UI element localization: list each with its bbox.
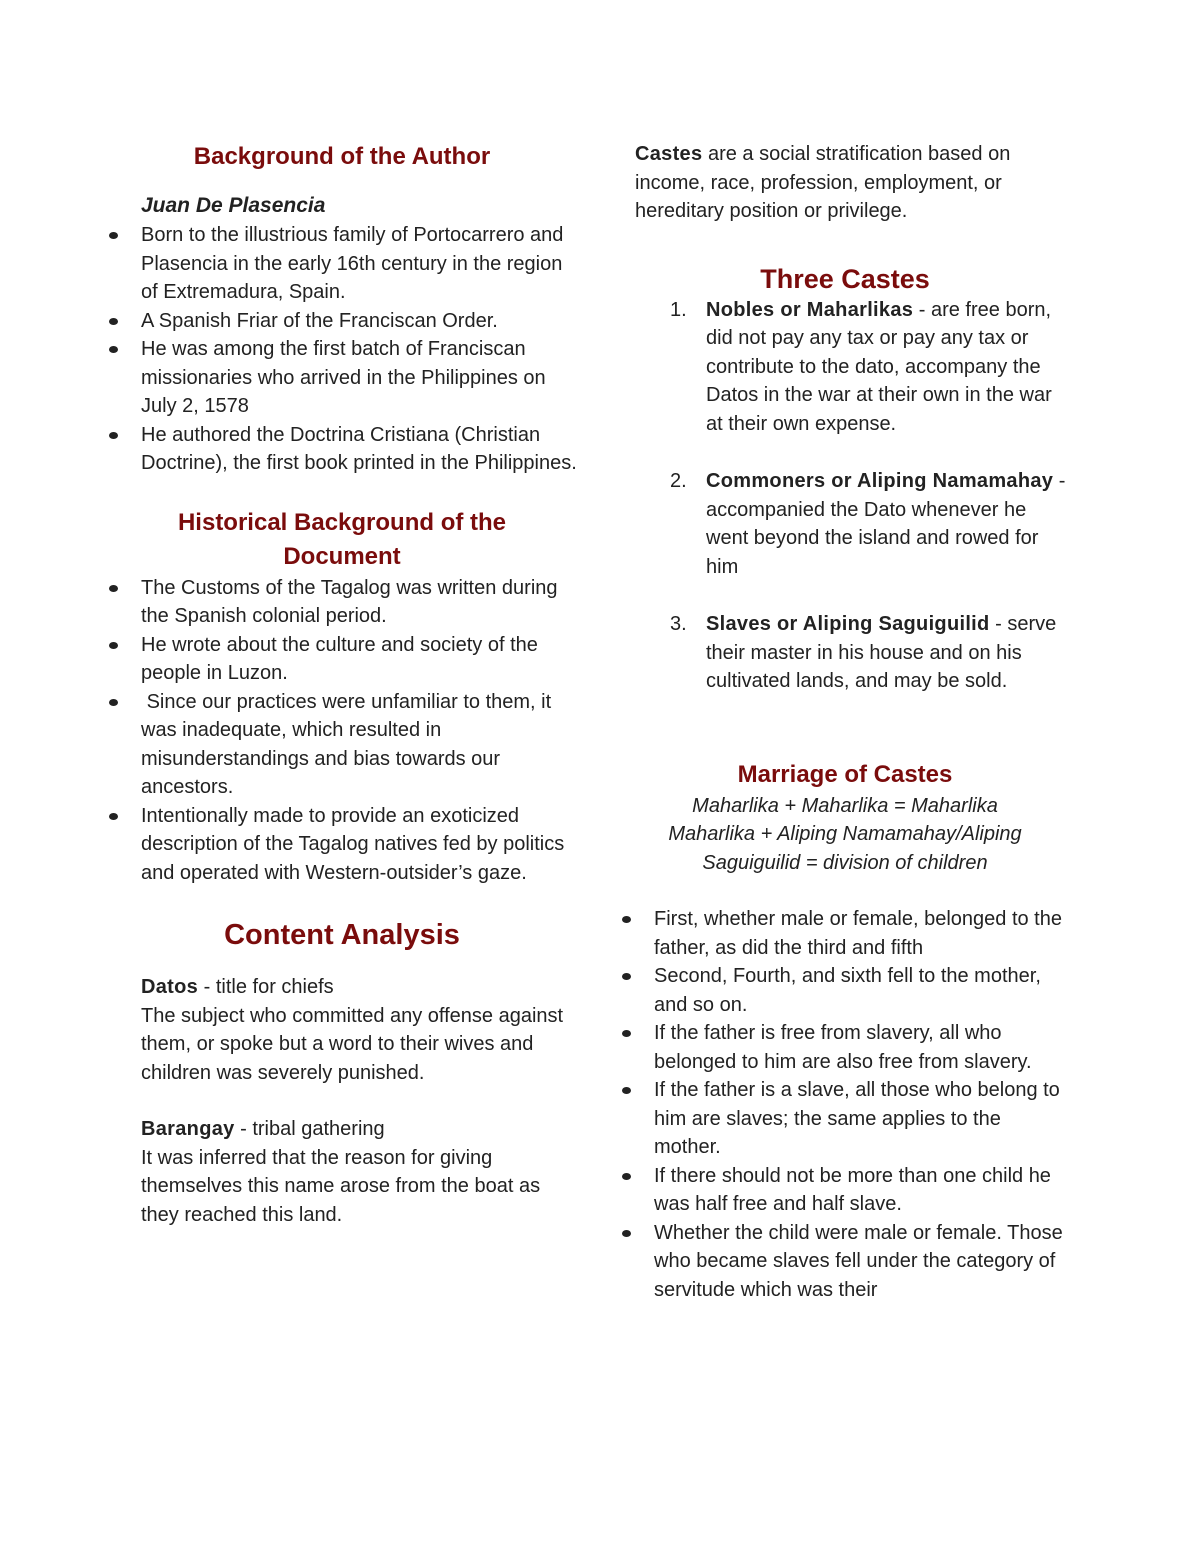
marriage-formula-2: Maharlika + Aliping Namamahay/Aliping Saguiguilid = division of children	[668, 823, 1022, 874]
barangay-def: - tribal gathering	[234, 1118, 385, 1140]
list-item: If the father is a slave, all those who belong to him are slaves; the same applies to the mother.	[620, 1076, 1070, 1162]
list-item: The Customs of the Tagalog was written during the Spanish colonial period.	[107, 574, 577, 631]
list-item: Since our practices were unfamiliar to them, it was inadequate, which resulted in misunderstandings and bias towards our ancestors.	[107, 688, 577, 802]
datos-def: - title for chiefs	[198, 976, 334, 998]
list-item: First, whether male or female, belonged to the father, as did the third and fifth	[620, 905, 1070, 962]
right-column	[620, 140, 1070, 1304]
author-bullet-list	[107, 221, 577, 478]
content-analysis-heading: Content Analysis	[224, 919, 460, 951]
list-item	[620, 296, 1070, 439]
barangay-term: Barangay	[141, 1118, 235, 1140]
left-column	[107, 140, 577, 1229]
caste-text: - serve their master in his house and on his cultivated lands, and may be sold.	[706, 613, 1057, 692]
list-item: Second, Fourth, and sixth fell to the mother, and so on.	[620, 962, 1070, 1019]
datos-definition	[107, 973, 577, 1002]
list-item: Whether the child were male or female. Those who became slaves fell under the category of servitude which was their	[620, 1219, 1070, 1305]
list-item: A Spanish Friar of the Franciscan Order.	[107, 307, 577, 336]
caste-text: - are free born, did not pay any tax or pay any tax or contribute to the dato, accompany the Datos in the war at their own in the war at their own expense.	[706, 298, 1052, 435]
list-item	[620, 610, 1070, 696]
marriage-formula-1: Maharlika + Maharlika = Maharlika	[692, 794, 998, 817]
three-castes-heading: Three Castes	[760, 263, 930, 294]
datos-term: Datos	[141, 976, 199, 998]
author-name: Juan De Plasencia	[141, 194, 326, 217]
barangay-definition	[107, 1115, 577, 1144]
list-item: If the father is free from slavery, all who belonged to him are also free from slavery.	[620, 1019, 1070, 1076]
datos-text: The subject who committed any offense against them, or spoke but a word to their wives and children was severely punished.	[141, 1004, 564, 1084]
list-item: He was among the first batch of Franciscan missionaries who arrived in the Philippines on July 2, 1578	[107, 335, 577, 421]
list-number: 3.	[670, 613, 687, 635]
castes-text: are a social stratification based on income, race, profession, employment, or hereditary position or privilege.	[635, 143, 1011, 222]
barangay-text: It was inferred that the reason for giving themselves this name arose from the boat as they reached this land.	[141, 1146, 541, 1226]
marriage-bullet-list	[620, 905, 1070, 1304]
castes-definition	[635, 140, 1070, 226]
caste-term: Nobles or Maharlikas	[706, 298, 914, 321]
caste-term: Commoners or Aliping Namamahay	[706, 470, 1054, 492]
list-item: Born to the illustrious family of Portocarrero and Plasencia in the early 16th century in the region of Extremadura, Spain.	[107, 221, 577, 307]
castes-list	[620, 296, 1070, 696]
list-item: Intentionally made to provide an exoticized description of the Tagalog natives fed by politics and operated with Western-outsider’s gaze.	[107, 802, 577, 888]
marriage-heading: Marriage of Castes	[737, 760, 953, 788]
list-number: 2.	[670, 470, 687, 492]
history-heading: Historical Background of the Document	[177, 508, 507, 570]
list-item: He wrote about the culture and society of the people in Luzon.	[107, 631, 577, 688]
author-heading: Background of the Author	[193, 143, 491, 170]
list-item: If there should not be more than one child he was half free and half slave.	[620, 1162, 1070, 1219]
castes-term: Castes	[635, 143, 703, 165]
history-bullet-list	[107, 574, 577, 888]
list-number: 1.	[670, 298, 687, 321]
caste-text: - accompanied the Dato whenever he went beyond the island and rowed for him	[706, 470, 1066, 578]
list-item	[620, 467, 1070, 581]
list-item: He authored the Doctrina Cristiana (Christian Doctrine), the first book printed in the Philippines.	[107, 421, 577, 478]
caste-term: Slaves or Aliping Saguiguilid	[706, 613, 990, 635]
